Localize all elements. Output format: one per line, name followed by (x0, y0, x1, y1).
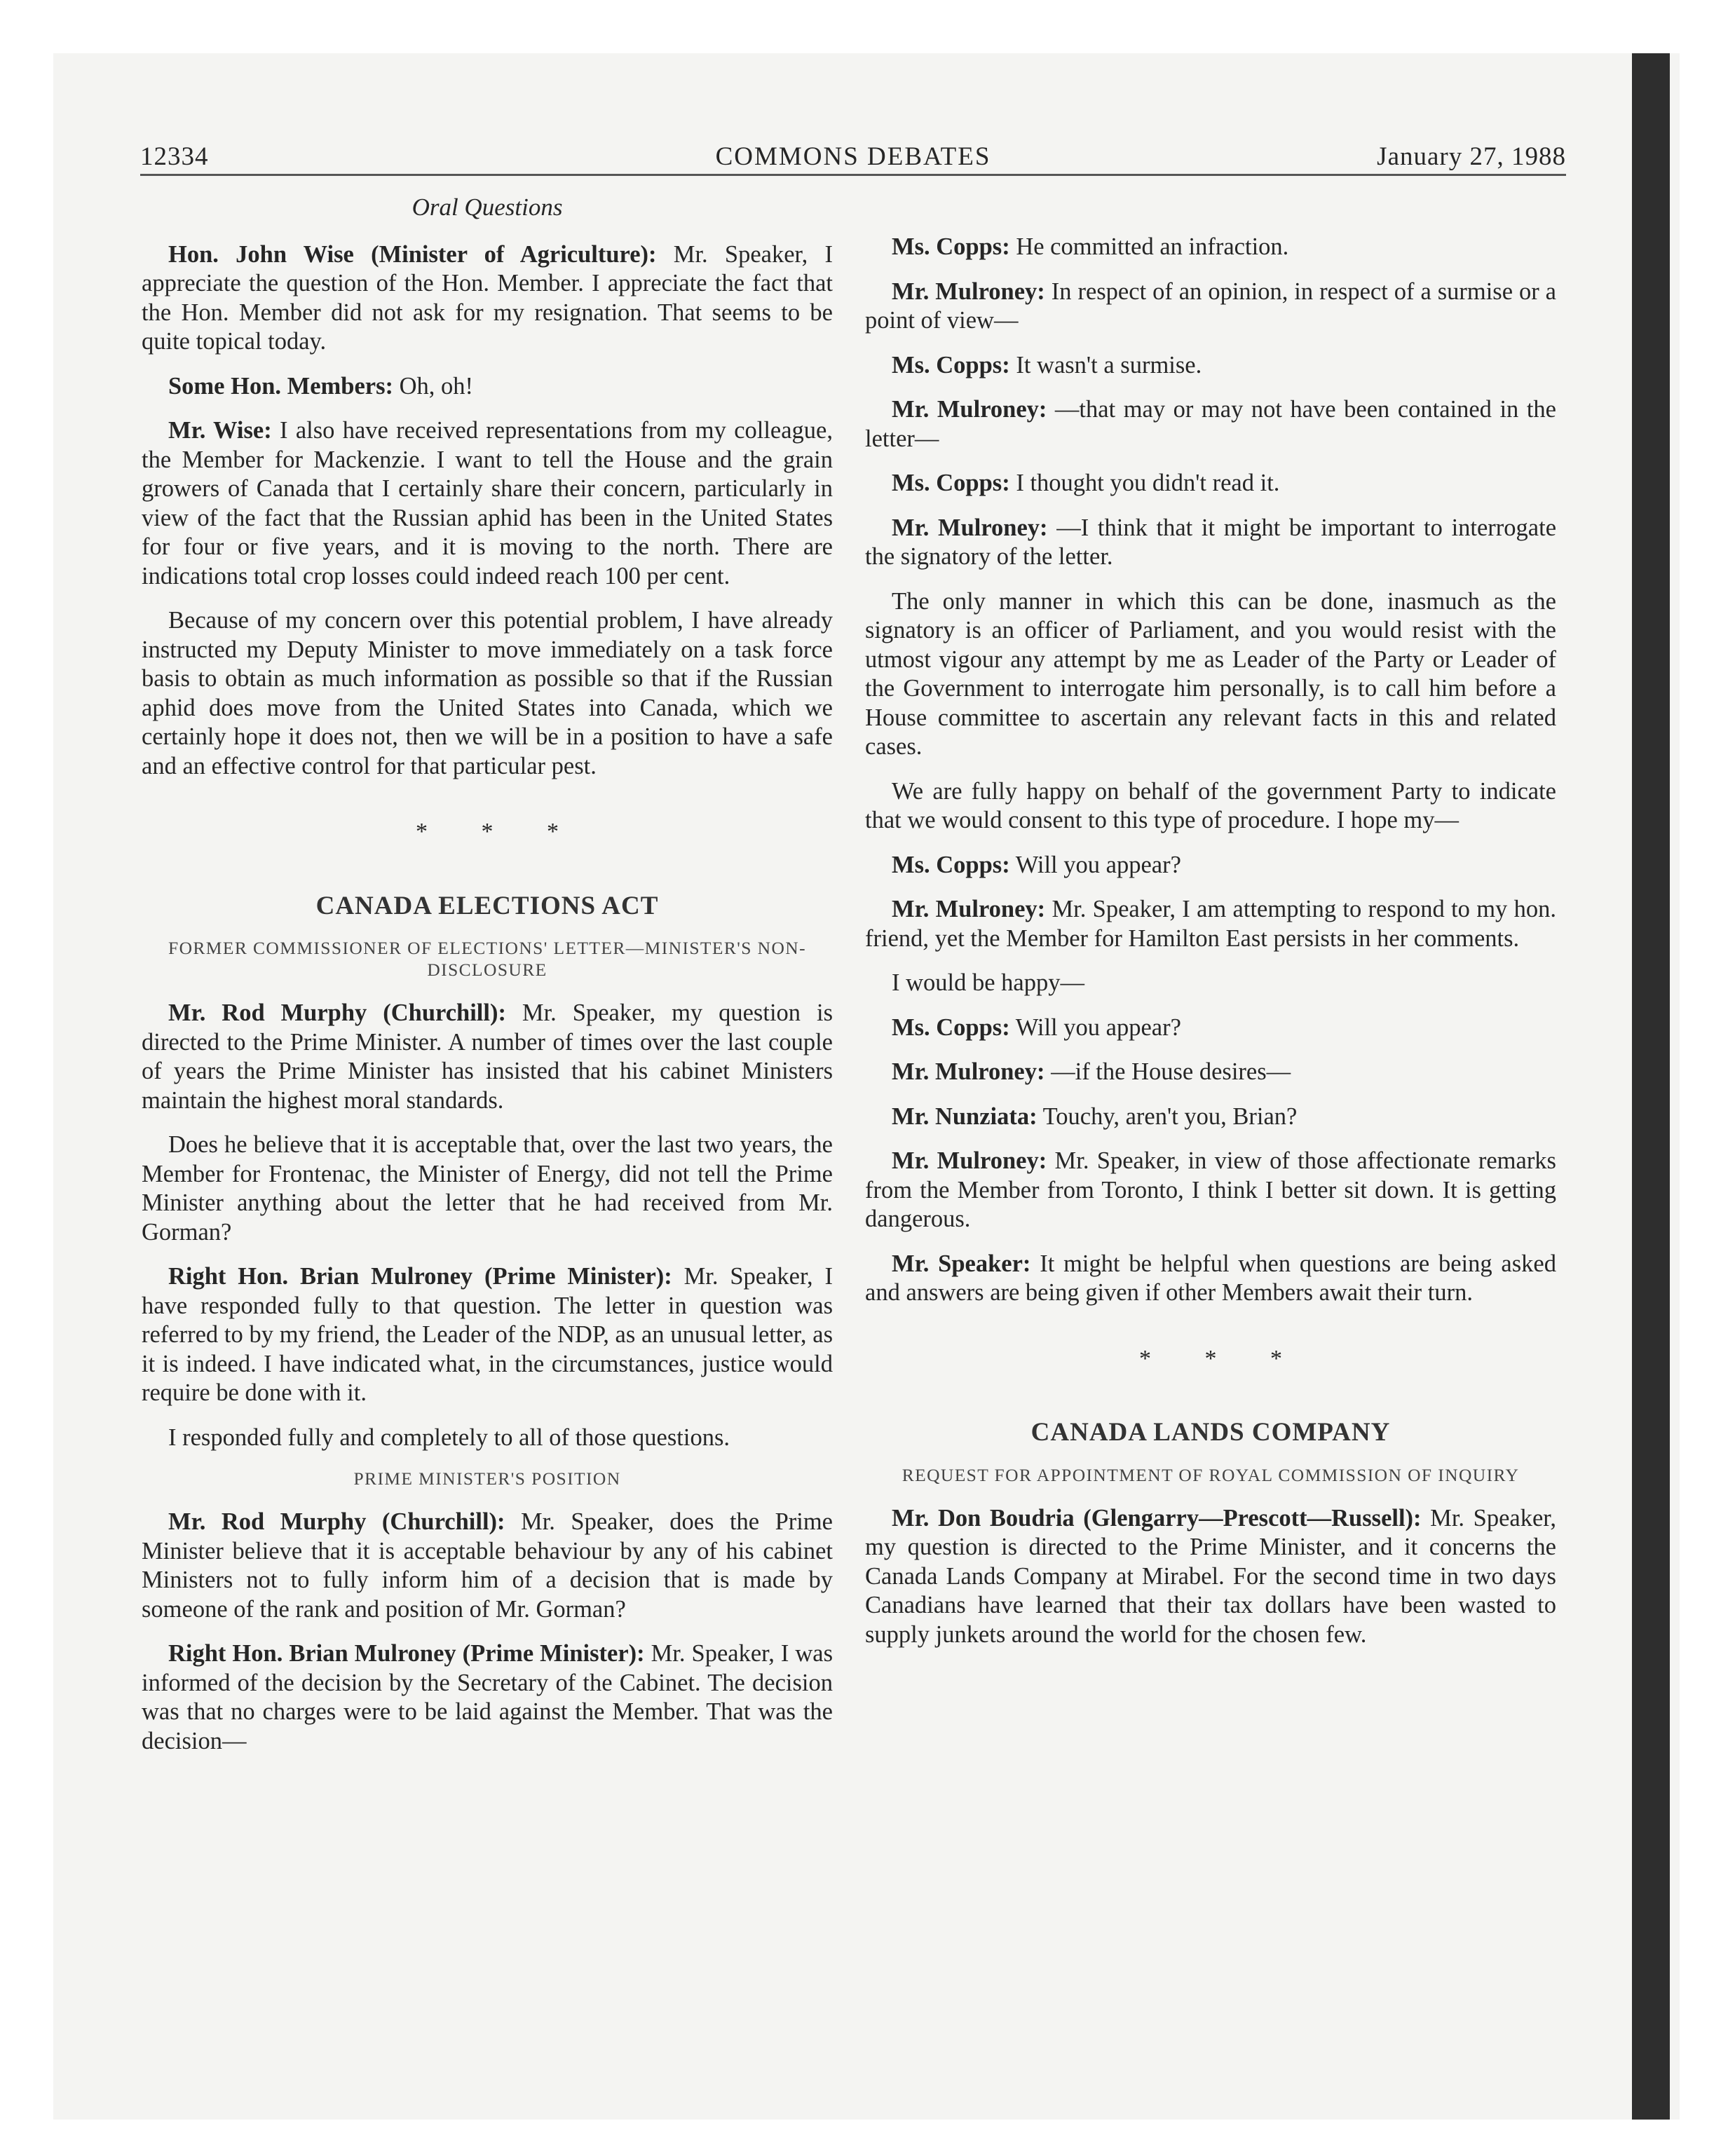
speaker-name: Mr. Mulroney: (892, 396, 1047, 423)
section-heading: CANADA LANDS COMPANY (1030, 1418, 1391, 1447)
speaker-name: Hon. John Wise (Minister of Agriculture): (168, 240, 657, 268)
paragraph (142, 1131, 833, 1247)
paragraph (865, 895, 1556, 953)
paragraph (142, 1424, 833, 1453)
right-column (865, 233, 1556, 1665)
speaker-name: Right Hon. Brian Mulroney (Prime Minister): (168, 1640, 645, 1667)
speech-text: The only manner in which this can be done, inasmuch as the signatory is an officer of Parliament, and you would resist with the utmost vigour any attempt by me as Leader of the Party or Leader of the Government to interrogate him personally, is to call him before a House committee to ascertain any relevant facts in this and related cases. (865, 587, 1556, 760)
speech-text: I also have received representations from my colleague, the Member for Mackenzie. I want to tell the House and the grain growers of Canada that I certainly share their concern, particularly in view of the fact that the Russian aphid has been in the United States for four or five years, and it is moving to the north. There are indications total crop losses could indeed reach 100 per cent. (142, 417, 833, 589)
speech-text: Because of my concern over this potential problem, I have already instructed my Deputy Minister to move immediately on a task force basis to obtain as much information as possible so that if the Russian aphid does move from the United States into Canada, which we certainly hope it does not, then we will be in a position to have a safe and an effective control for that particular pest. (142, 607, 833, 779)
section-subheading: PRIME MINISTER'S POSITION (353, 1468, 621, 1489)
speaker-name: Right Hon. Brian Mulroney (Prime Minister): (168, 1263, 672, 1290)
speech-text: In respect of an opinion, in respect of a surmise or a point of view— (865, 278, 1556, 334)
speech-text: Does he believe that it is acceptable that, over the last two years, the Member for Frontenac, the Minister of Energy, did not tell the Prime Minister anything about the letter that he had received from Mr. Gorman? (142, 1131, 833, 1246)
publication-title: COMMONS DEBATES (715, 142, 991, 171)
speaker-name: Mr. Don Boudria (Glengarry—Prescott—Russell): (892, 1504, 1422, 1531)
speech-text: Mr. Speaker, I appreciate the question of the Hon. Member. I appreciate the fact that the Hon. Member did not ask for my resignation. That seems to be quite topical today. (142, 240, 833, 355)
speech-text: Oh, oh! (393, 372, 474, 400)
paragraph (865, 777, 1556, 835)
speech-text: I responded fully and completely to all of those questions. (168, 1424, 730, 1451)
section-heading: CANADA ELECTIONS ACT (315, 891, 659, 920)
speech-text: Will you appear? (1009, 1014, 1181, 1041)
speaker-name: Ms. Copps: (892, 351, 1010, 378)
running-header (140, 142, 1566, 176)
left-column (142, 193, 833, 1771)
speaker-name: Mr. Mulroney: (892, 1058, 1045, 1085)
speech-text: It wasn't a surmise. (1009, 351, 1202, 378)
speaker-name: Ms. Copps: (892, 470, 1010, 496)
speaker-name: Ms. Copps: (892, 851, 1010, 878)
speech-text: Mr. Speaker, I was informed of the decision by the Secretary of the Cabinet. The decision was that no charges were to be laid against the Member. That was the decision— (142, 1640, 833, 1754)
section-subheading: FORMER COMMISSIONER OF ELECTIONS' LETTER—MINISTER'S NON-DISCLOSURE (168, 938, 806, 980)
paragraph (142, 372, 833, 402)
speaker-name: Mr. Mulroney: (892, 896, 1046, 922)
publication-date: January 27, 1988 (1377, 142, 1566, 171)
speech-text: Touchy, aren't you, Brian? (1037, 1103, 1298, 1130)
paragraph (142, 240, 833, 357)
speech-text: —if the House desires— (1045, 1058, 1291, 1085)
speaker-name: Mr. Mulroney: (892, 278, 1045, 305)
speech-text: Will you appear? (1009, 851, 1181, 878)
section-separator: * * * (1139, 1345, 1306, 1372)
paragraph (865, 1103, 1556, 1132)
speech-text: Mr. Speaker, my question is directed to the Prime Minister. A number of times over the last couple of years the Prime Minister has insisted that his cabinet Ministers maintain the highest moral standards. (142, 999, 833, 1114)
speaker-name: Mr. Speaker: (892, 1250, 1031, 1277)
speech-text: —I think that it might be important to interrogate the signatory of the letter. (865, 514, 1557, 570)
speaker-name: Mr. Rod Murphy (Churchill): (168, 1508, 505, 1535)
speech-text: Mr. Speaker, in view of those affectionate remarks from the Member from Toronto, I think I better sit down. It is getting dangerous. (865, 1147, 1556, 1232)
speaker-name: Ms. Copps: (892, 1014, 1010, 1041)
paragraph (865, 395, 1556, 453)
scan-edge (1632, 53, 1670, 2120)
paragraph (865, 969, 1556, 998)
paragraph (142, 1639, 833, 1756)
speaker-name: Mr. Mulroney: (892, 1147, 1047, 1174)
section-separator: * * * (416, 819, 583, 845)
paragraph (865, 1058, 1556, 1087)
speech-text: I thought you didn't read it. (1009, 470, 1280, 496)
paragraph (865, 1147, 1556, 1234)
paragraph (865, 1014, 1556, 1043)
paragraph (142, 416, 833, 591)
speech-text: Mr. Speaker, I have responded fully to that question. The letter in question was referred to by my friend, the Leader of the NDP, as an unusual letter, as it is indeed. I have indicated what, in the circumstances, justice would require be done with it. (142, 1263, 833, 1406)
paragraph (142, 1508, 833, 1624)
paragraph (865, 278, 1556, 336)
speech-text: —that may or may not have been contained in the letter— (865, 396, 1556, 452)
speaker-name: Mr. Wise: (168, 417, 272, 444)
speech-text: We are fully happy on behalf of the government Party to indicate that we would consent to this type of procedure. I hope my— (865, 777, 1556, 833)
paragraph (865, 1504, 1556, 1650)
speaker-name: Ms. Copps: (892, 233, 1010, 260)
paragraph (865, 851, 1556, 880)
paragraph (865, 1250, 1556, 1308)
paragraph (865, 233, 1556, 262)
section-subheading: REQUEST FOR APPOINTMENT OF ROYAL COMMISSION OF INQUIRY (901, 1464, 1520, 1485)
paragraph (865, 514, 1556, 572)
speech-text: Mr. Speaker, does the Prime Minister believe that it is acceptable behaviour by any of his cabinet Ministers not to fully inform him of a decision that is made by someone of the rank and position of Mr. Gorman? (142, 1508, 833, 1623)
speaker-name: Some Hon. Members: (168, 372, 393, 400)
paragraph (865, 469, 1556, 498)
page-number: 12334 (140, 142, 209, 171)
speaker-name: Mr. Rod Murphy (Churchill): (168, 999, 506, 1026)
speaker-name: Mr. Nunziata: (892, 1103, 1037, 1130)
paragraph (142, 606, 833, 781)
paragraph (142, 999, 833, 1115)
speech-text: I would be happy— (892, 969, 1084, 996)
section-rubric: Oral Questions (411, 193, 563, 221)
paragraph (142, 1262, 833, 1408)
speech-text: Mr. Speaker, my question is directed to the Prime Minister, and it concerns the Canada Lands Company at Mirabel. For the second time in two days Canadians have learned that their tax dollars have been wasted to supply junkets around the world for the chosen few. (865, 1504, 1556, 1648)
speech-text: Mr. Speaker, I am attempting to respond to my hon. friend, yet the Member for Hamilton East persists in her comments. (865, 896, 1556, 952)
speaker-name: Mr. Mulroney: (892, 514, 1048, 541)
paragraph (865, 351, 1556, 381)
speech-text: It might be helpful when questions are being asked and answers are being given if other Members await their turn. (865, 1250, 1556, 1306)
paragraph (865, 587, 1556, 762)
speech-text: He committed an infraction. (1009, 233, 1289, 260)
